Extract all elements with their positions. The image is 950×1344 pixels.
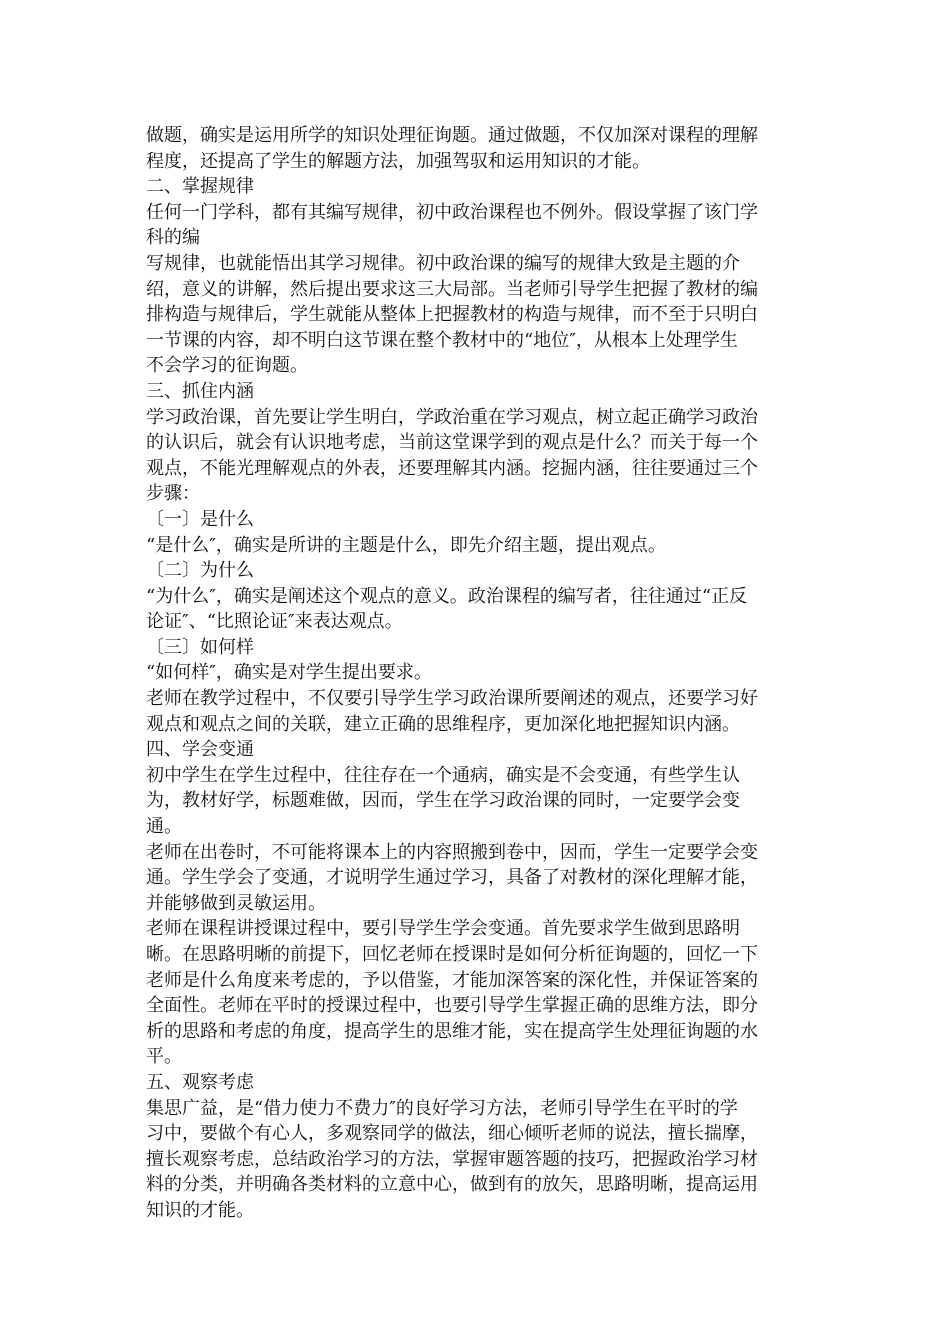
text-line: 不会学习的征询题。	[146, 355, 308, 377]
text-line: 老师是什么角度来考虑的，予以借鉴，才能加深答案的深化性，并保证答案的	[146, 969, 758, 991]
text-line: 初中学生在学生过程中，往往存在一个通病，确实是不会变通，有些学生认	[146, 764, 740, 786]
text-line: 为，教材好学，标题难做，因而，学生在学习政治课的同时，一定要学会变	[146, 790, 740, 812]
text-line: 的认识后，就会有认识地考虑，当前这堂课学到的观点是什么？而关于每一个	[146, 432, 758, 454]
text-line: 论证″、“比照论证″来表达观点。	[146, 611, 403, 633]
text-line: 析的思路和考虑的角度，提高学生的思维才能，实在提高学生处理征询题的水	[146, 1020, 758, 1042]
text-line: 绍，意义的讲解，然后提出要求这三大局部。当老师引导学生把握了教材的编	[146, 278, 758, 300]
text-line: 晰。在思路明晰的前提下，回忆老师在授课时是如何分析征询题的，回忆一下	[146, 944, 758, 965]
text-line: 通。	[146, 816, 182, 838]
text-line: 集思广益，是“借力使力不费力″的良好学习方法，老师引导学生在平时的学	[146, 1097, 738, 1119]
section-heading: 二、掌握规律	[146, 176, 254, 198]
document-body	[146, 123, 806, 1224]
text-line: 全面性。老师在平时的授课过程中，也要引导学生掌握正确的思维方法，即分	[146, 995, 758, 1017]
subsection-heading: 〔二〕为什么	[146, 560, 254, 582]
text-line: 写规律，也就能悟出其学习规律。初中政治课的编写的规律大致是主题的介	[146, 252, 740, 274]
text-line: 任何一门学科，都有其编写规律，初中政治课程也不例外。假设掌握了该门学	[146, 201, 758, 223]
text-line: 程度，还提高了学生的解题方法，加强驾驭和运用知识的才能。	[146, 150, 650, 172]
text-line: 通。学生学会了变通，才说明学生通过学习，具备了对教材的深化理解才能，	[146, 867, 758, 889]
subsection-heading: 〔一〕是什么	[146, 508, 254, 530]
text-line: 老师在出卷时，不可能将课本上的内容照搬到卷中，因而，学生一定要学会变	[146, 841, 758, 863]
section-heading: 三、抓住内涵	[146, 380, 254, 402]
section-heading: 四、学会变通	[146, 739, 254, 761]
text-line: 知识的才能。	[146, 1199, 254, 1221]
text-line: “如何样″，确实是对学生提出要求。	[146, 662, 432, 684]
text-line: 观点，不能光理解观点的外表，还要理解其内涵。挖掘内涵，往往要通过三个	[146, 457, 758, 479]
text-line: 老师在教学过程中，不仅要引导学生学习政治课所要阐述的观点，还要学习好	[146, 688, 758, 710]
text-line: 擅长观察考虑，总结政治学习的方法，掌握审题答题的技巧，把握政治学习材	[146, 1148, 758, 1170]
text-line: 一节课的内容，却不明白这节课在整个教材中的“地位″，从根本上处理学生	[146, 329, 738, 351]
text-line: 做题，确实是运用所学的知识处理征询题。通过做题，不仅加深对课程的理解	[146, 125, 758, 146]
subsection-heading: 〔三〕如何样	[146, 636, 254, 658]
text-line: 观点和观点之间的关联，建立正确的思维程序，更加深化地把握知识内涵。	[146, 713, 740, 735]
text-line: 并能够做到灵敏运用。	[146, 892, 326, 914]
text-line: 排构造与规律后，学生就能从整体上把握教材的构造与规律，而不至于只明白	[146, 304, 758, 326]
text-line: 料的分类，并明确各类材料的立意中心，做到有的放矢，思路明晰，提高运用	[146, 1174, 758, 1196]
text-line: 科的编	[146, 227, 200, 249]
section-heading: 五、观察考虑	[146, 1071, 254, 1093]
text-line: 步骤：	[146, 483, 200, 505]
text-line: “为什么″，确实是阐述这个观点的意义。政治课程的编写者，往往通过“正反	[146, 585, 748, 607]
text-line: “是什么″，确实是所讲的主题是什么，即先介绍主题，提出观点。	[146, 534, 666, 556]
text-line: 习中，要做个有心人，多观察同学的做法，细心倾听老师的说法，擅长揣摩，	[146, 1123, 758, 1145]
text-line: 平。	[146, 1046, 182, 1068]
text-line: 学习政治课，首先要让学生明白，学政治重在学习观点，树立起正确学习政治	[146, 406, 758, 428]
text-line: 老师在课程讲授课过程中，要引导学生学会变通。首先要求学生做到思路明	[146, 918, 740, 940]
